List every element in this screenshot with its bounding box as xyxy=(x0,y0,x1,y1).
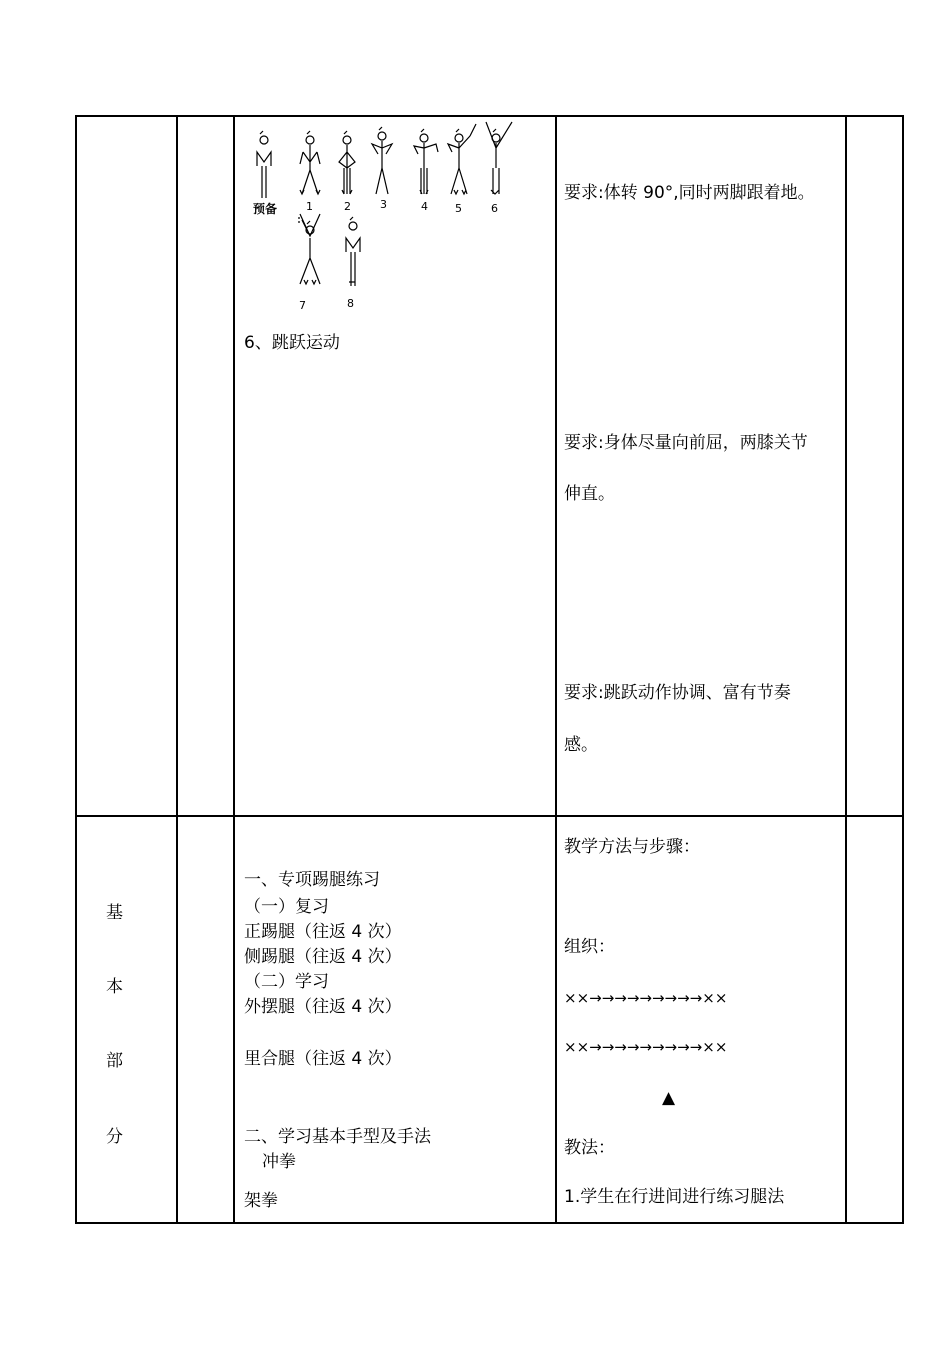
requirement-text-3b: 感。 xyxy=(564,735,598,755)
diagram-label-ready: 预备 xyxy=(253,202,278,216)
method-line-2: 组织： xyxy=(564,937,615,957)
table-col-line-1 xyxy=(75,115,77,1224)
requirement-text-3a: 要求:跳跃动作协调、富有节奏 xyxy=(564,683,791,703)
stick-figure-4 xyxy=(414,129,438,194)
teacher-position-marker: ▲ xyxy=(662,1088,676,1108)
content-line-9: 冲拳 xyxy=(262,1152,296,1172)
method-formation-2: ××→→→→→→→→→×× xyxy=(564,1038,728,1056)
content-line-10: 架拳 xyxy=(244,1191,278,1211)
table-col-line-5 xyxy=(845,115,847,1224)
content-line-3: 正踢腿（往返 4 次） xyxy=(244,922,402,942)
requirement-text-1: 要求:体转 90°,同时两脚跟着地。 xyxy=(564,183,815,203)
content-line-5: （二）学习 xyxy=(244,972,329,992)
method-line-7: 1.学生在行进间进行练习腿法 xyxy=(564,1187,785,1207)
stick-figure-5 xyxy=(448,124,476,194)
content-line-4: 侧踢腿（往返 4 次） xyxy=(244,947,402,967)
requirement-text-2a: 要求:身体尽量向前屈，两膝关节 xyxy=(564,433,808,453)
table-col-line-6 xyxy=(902,115,904,1224)
content-line-2: （一）复习 xyxy=(244,897,329,917)
section-char-1: 基 xyxy=(106,903,123,923)
section-char-3: 部 xyxy=(106,1051,123,1071)
diagram-label-8: 8 xyxy=(347,297,354,310)
table-col-line-4 xyxy=(555,115,557,1224)
method-line-6: 教法： xyxy=(564,1138,615,1158)
method-line-1: 教学方法与步骤： xyxy=(564,837,700,857)
table-row-divider xyxy=(75,815,904,817)
diagram-label-4: 4 xyxy=(421,200,428,213)
content-line-1: 一、专项踢腿练习 xyxy=(244,870,380,890)
table-border-bottom xyxy=(75,1222,904,1224)
content-line-8: 二、学习基本手型及手法 xyxy=(244,1127,431,1147)
stick-figure-ready xyxy=(257,131,271,198)
table-col-line-3 xyxy=(233,115,235,1224)
table-col-line-2 xyxy=(176,115,178,1224)
stick-figure-1 xyxy=(300,131,320,194)
diagram-label-6: 6 xyxy=(491,202,498,215)
method-formation-1: ××→→→→→→→→→×× xyxy=(564,989,728,1007)
table-border-top xyxy=(75,115,904,117)
stick-figure-6 xyxy=(486,122,512,194)
stick-figure-3 xyxy=(372,127,392,194)
diagram-label-7: 7 xyxy=(299,299,306,312)
requirement-text-2b: 伸直。 xyxy=(564,484,615,504)
content-line-7: 里合腿（往返 4 次） xyxy=(244,1049,402,1069)
section-char-4: 分 xyxy=(106,1127,123,1147)
diagram-label-3: 3 xyxy=(380,198,387,211)
content-line-6: 外摆腿（往返 4 次） xyxy=(244,997,402,1017)
diagram-label-5: 5 xyxy=(455,202,462,215)
stick-figure-2 xyxy=(339,131,355,194)
stick-figure-7 xyxy=(298,214,320,284)
diagram-label-1: 1 xyxy=(306,200,313,213)
exercise-heading-jumping: 6、跳跃运动 xyxy=(244,333,340,353)
section-char-2: 本 xyxy=(106,977,123,997)
diagram-label-2: 2 xyxy=(344,200,351,213)
stick-figure-8 xyxy=(346,217,360,286)
exercise-stick-figure-diagram xyxy=(240,118,530,318)
